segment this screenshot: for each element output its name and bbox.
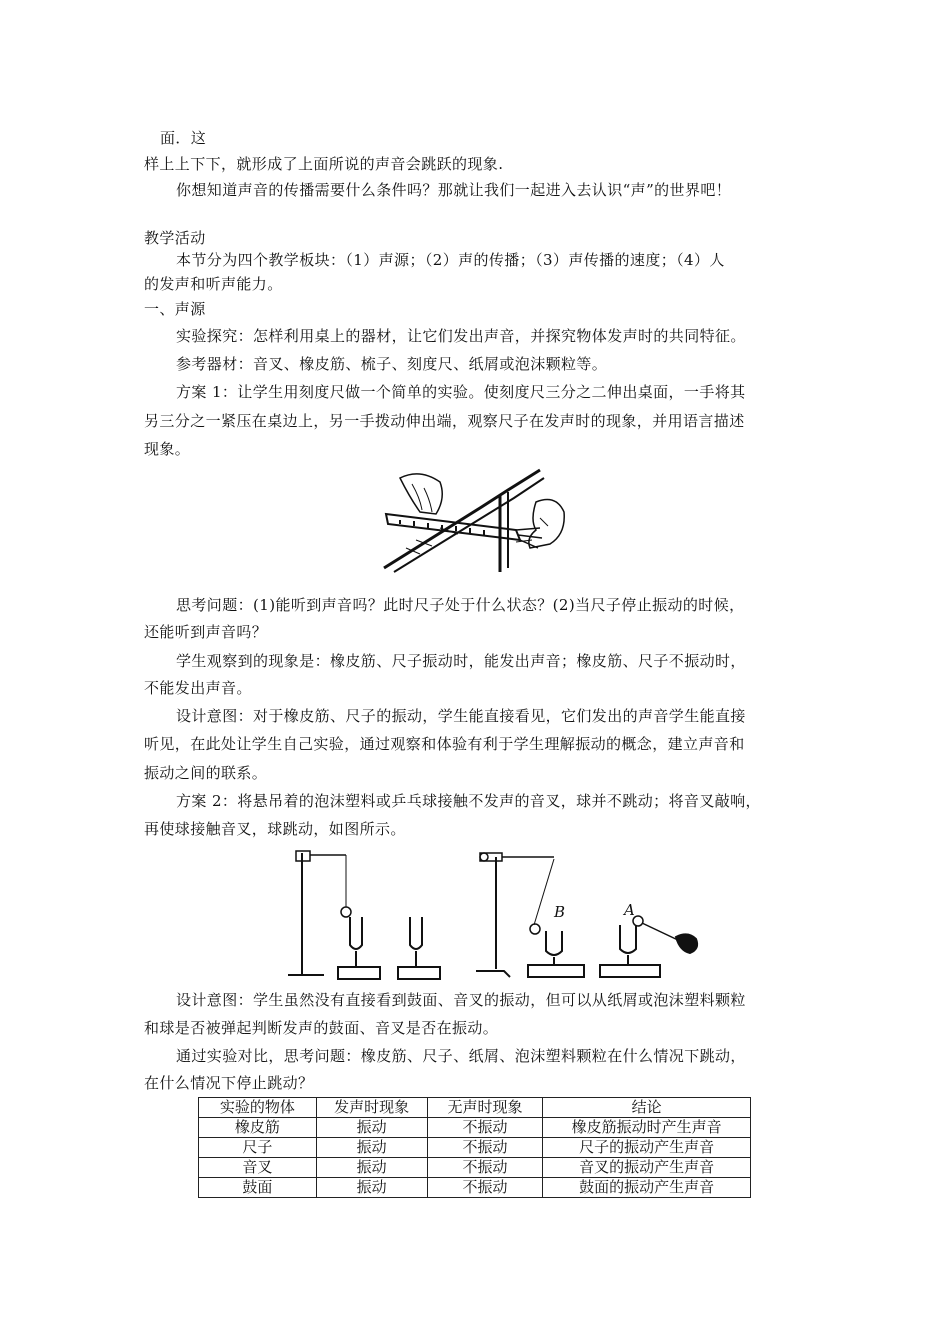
plan2-line-1: 方案 2：将悬吊着的泡沫塑料或乒乓球接触不发声的音叉，球并不跳动；将音叉敲响， [176,792,761,810]
table-header-row [199,1098,751,1118]
table-header-cell: 发声时现象 [316,1098,427,1118]
intent2-line-2: 和球是否被弹起判断发声的鼓面、音叉是否在振动。 [144,1019,499,1037]
table-cell: 鼓面 [199,1178,317,1198]
table-cell: 振动 [316,1158,427,1178]
tuning-fork-figure [284,845,704,981]
activity-para-line-2: 的发声和听声能力。 [144,275,283,293]
intro-line-2: 样上上下下，就形成了上面所说的声音会跳跃的现象. [144,155,504,173]
intent1-line-2: 听见，在此处让学生自己实验，通过观察和体验有利于学生理解振动的概念，建立声音和 [144,735,745,753]
intro-line-1: 面．这 [160,129,207,147]
intent1-line-1: 设计意图：对于橡皮筋、尺子的振动，学生能直接看见，它们发出的声音学生能直接 [176,707,746,725]
table-row [199,1138,751,1158]
table-cell: 音叉 [199,1158,317,1178]
plan1-line-2: 另三分之一紧压在桌边上，另一手拨动伸出端，观察尺子在发声时的现象，并用语言描述 [144,412,745,430]
plan1-line-1: 方案 1：让学生用刻度尺做一个简单的实验。使刻度尺三分之二伸出桌面，一手将其 [176,383,746,401]
table-cell: 不振动 [427,1158,543,1178]
table-cell: 橡皮筋振动时产生声音 [543,1118,751,1138]
section-title-sound-source: 一、声源 [144,300,206,318]
table-cell: 不振动 [427,1118,543,1138]
table-cell: 音叉的振动产生声音 [543,1158,751,1178]
observe-line-1: 学生观察到的现象是：橡皮筋、尺子振动时，能发出声音；橡皮筋、尺子不振动时， [176,652,746,670]
section-title-activity: 教学活动 [144,229,206,247]
label-a: A [624,901,635,919]
table-cell: 振动 [316,1118,427,1138]
table-header-cell: 结论 [543,1098,751,1118]
table-cell: 不振动 [427,1138,543,1158]
explore-line: 实验探究：怎样利用桌上的器材，让它们发出声音，并探究物体发声时的共同特征。 [176,327,746,345]
label-b: B [554,903,566,921]
intro-line-3: 你想知道声音的传播需要什么条件吗？那就让我们一起进入去认识“声”的世界吧！ [176,181,732,199]
table-cell: 振动 [316,1178,427,1198]
results-table [198,1097,751,1198]
table-row [199,1118,751,1138]
table-header-cell: 无声时现象 [427,1098,543,1118]
plan2-line-2: 再使球接触音叉，球跳动，如图所示。 [144,820,406,838]
table-header-cell: 实验的物体 [199,1098,317,1118]
table-cell: 橡皮筋 [199,1118,317,1138]
intent2-line-1: 设计意图：学生虽然没有直接看到鼓面、音叉的振动，但可以从纸屑或泡沫塑料颗粒 [176,991,746,1009]
table-cell: 尺子的振动产生声音 [543,1138,751,1158]
table-row [199,1158,751,1178]
materials-line: 参考器材：音叉、橡皮筋、梳子、刻度尺、纸屑或泡沫颗粒等。 [176,355,608,373]
table-row [199,1178,751,1198]
observe-line-2: 不能发出声音。 [144,679,252,697]
question-line-1: 思考问题：(1)能听到声音吗？此时尺子处于什么状态？(2)当尺子停止振动的时候， [176,596,745,614]
table-cell: 尺子 [199,1138,317,1158]
intent1-line-3: 振动之间的联系。 [144,764,268,782]
compare-line-1: 通过实验对比，思考问题：橡皮筋、尺子、纸屑、泡沫塑料颗粒在什么情况下跳动， [176,1047,746,1065]
question-line-2: 还能听到声音吗？ [144,623,268,641]
plan1-line-3: 现象。 [144,440,191,458]
ruler-experiment-figure [380,468,570,574]
table-cell: 不振动 [427,1178,543,1198]
activity-para-line-1: 本节分为四个教学板块：（1）声源；（2）声的传播；（3）声传播的速度；（4）人 [176,251,725,269]
table-cell: 振动 [316,1138,427,1158]
table-cell: 鼓面的振动产生声音 [543,1178,751,1198]
compare-line-2: 在什么情况下停止跳动？ [144,1074,314,1092]
